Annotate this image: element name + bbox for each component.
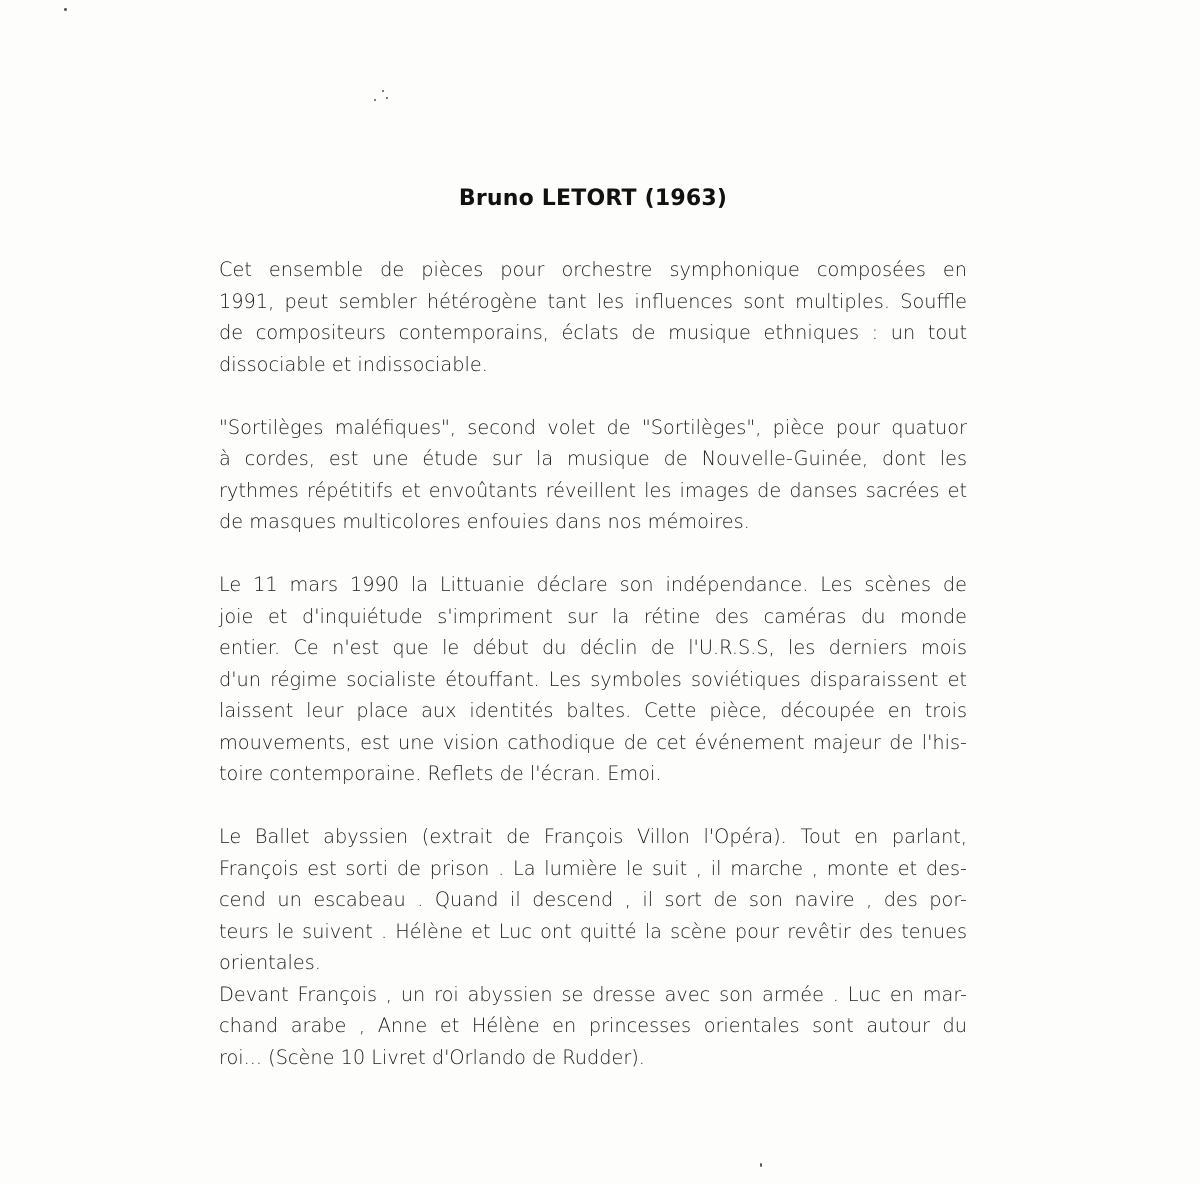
scan-speck bbox=[760, 1163, 762, 1167]
text-line: de compositeurs contemporains, éclats de musique ethniques : un tout bbox=[219, 321, 967, 344]
text-line: joie et d'inquiétude s'impriment sur la rétine des caméras du monde bbox=[219, 604, 967, 628]
text-line: mouvements, est une vision cathodique de cet événement majeur de l'his- bbox=[219, 730, 967, 754]
scan-speck bbox=[64, 8, 67, 11]
paragraph-intro bbox=[219, 254, 967, 380]
text-line: 1991, peut sembler hétérogène tant les influences sont multiples. Souffle bbox=[219, 289, 967, 313]
text-line: laissent leur place aux identités baltes. Cette pièce, découpée en trois bbox=[219, 699, 967, 722]
text-line: "Sortilèges maléfiques", second volet de "Sortilèges", pièce pour quatuor bbox=[219, 415, 967, 439]
body-text bbox=[219, 254, 967, 1073]
paragraph-sortileges bbox=[219, 412, 967, 538]
text-line: teurs le suivent . Hélène et Luc ont quitté la scène pour revêtir des tenues bbox=[219, 919, 967, 943]
text-line: chand arabe , Anne et Hélène en princesses orientales sont autour du bbox=[219, 1014, 967, 1037]
scan-speck bbox=[386, 97, 388, 99]
text-line: orientales. bbox=[219, 951, 321, 974]
text-line: toire contemporaine. Reflets de l'écran. Emoi. bbox=[219, 762, 662, 785]
text-line: rythmes répétitifs et envoûtants réveillent les images de danses sacrées et bbox=[219, 478, 967, 502]
paragraph-devant-francois bbox=[219, 979, 967, 1074]
scan-speck bbox=[374, 99, 376, 101]
paragraph-lituanie bbox=[219, 569, 967, 790]
text-line: Le 11 mars 1990 la Littuanie déclare son indépendance. Les scènes de bbox=[219, 573, 967, 596]
paragraph-ballet bbox=[219, 821, 967, 979]
text-line: d'un régime socialiste étouffant. Les symboles soviétiques disparaissent et bbox=[219, 667, 967, 691]
text-line: roi... (Scène 10 Livret d'Orlando de Rudder). bbox=[219, 1045, 645, 1069]
text-line: à cordes, est une étude sur la musique de Nouvelle-Guinée, dont les bbox=[219, 447, 967, 470]
text-line: Le Ballet abyssien (extrait de François Villon l'Opéra). Tout en parlant, bbox=[219, 825, 967, 848]
page-title: Bruno LETORT (1963) bbox=[458, 186, 728, 211]
text-line: François est sorti de prison . La lumière le suit , il marche , monte et des- bbox=[219, 856, 967, 880]
text-line: entier. Ce n'est que le début du déclin de l'U.R.S.S, les derniers mois bbox=[219, 636, 967, 659]
text-line: dissociable et indissociable. bbox=[219, 352, 488, 376]
text-line: Devant François , un roi abyssien se dresse avec son armée . Luc en mar- bbox=[219, 982, 967, 1006]
text-line: cend un escabeau . Quand il descend , il sort de son navire , des por- bbox=[219, 888, 967, 911]
scan-speck bbox=[382, 90, 384, 92]
text-line: Cet ensemble de pièces pour orchestre symphonique composées en bbox=[219, 258, 967, 281]
text-line: de masques multicolores enfouies dans nos mémoires. bbox=[219, 510, 750, 533]
